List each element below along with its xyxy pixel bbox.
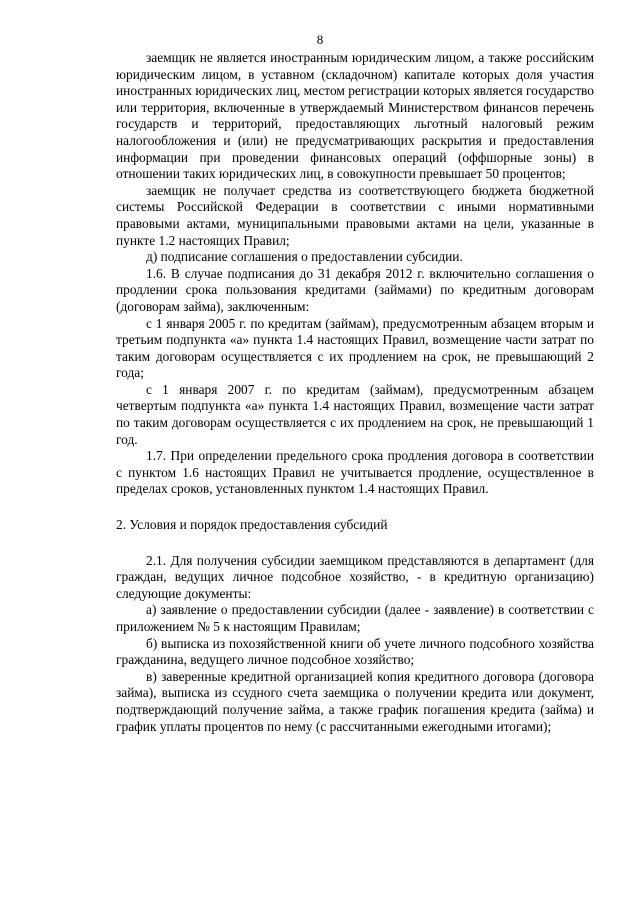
paragraph-no-other-funds: заемщик не получает средства из соответствующего бюджета бюджетной системы Российской Федерации в соответствии с иными нормативными правовыми актами, муниципальными правовыми актами на цели, указанные в пункте 1.2 настоящих Правил; (116, 182, 594, 248)
paragraph-1-7: 1.7. При определении предельного срока продления договора в соответствии с пунктом 1.6 настоящих Правил не учитывается продление, осуществленное в пределах сроков, установленных пунктом 1.4 настоящих Правил. (116, 448, 594, 497)
paragraph-2-1: 2.1. Для получения субсидии заемщиком представляются в департамент (для граждан, ведущих личное подсобное хозяйство, - в кредитную организацию) следующие документы: (116, 552, 594, 601)
paragraph-from-2005: с 1 января 2005 г. по кредитам (займам), предусмотренным абзацем вторым и третьим подпункта «а» пункта 1.4 настоящих Правил, возмещение части затрат по таким договорам осуществляется с их продлением на срок, не превышающий 2 года; (116, 315, 594, 381)
paragraph-application: а) заявление о предоставлении субсидии (далее - заявление) в соответствии с приложением № 5 к настоящим Правилам; (116, 602, 594, 634)
paragraph-sign-agreement: д) подписание соглашения о предоставлении субсидии. (146, 249, 463, 265)
paragraph-foreign-entity: заемщик не является иностранным юридическим лицом, а также российским юридическим лицом, в уставном (складочном) капитале которых доля участия иностранных юридических лиц, местом регистрации которых является государство или территория, включенные в утверждаемый Министерством финансов перечень государств и территорий, предоставляющих льготный налоговый режим налогообложения и (или) не предусматривающих раскрытия и предоставления информации при проведении финансовых операций (оффшорные зоны) в отношении таких юридических лиц, в совокупности превышает 50 процентов; (116, 50, 594, 182)
paragraph-from-2007: с 1 января 2007 г. по кредитам (займам), предусмотренным абзацем четвертым подпункта «а» пункта 1.4 настоящих Правил, возмещение части затрат по таким договорам осуществляется с их продлением на срок, не превышающий 1 год. (116, 381, 594, 447)
paragraph-household-extract: б) выписка из похозяйственной книги об учете личного подсобного хозяйства гражданина, ведущего личное подсобное хозяйство; (116, 635, 594, 668)
document-body (116, 50, 594, 735)
page-number: 8 (316, 32, 324, 47)
section-heading: 2. Условия и порядок предоставления субсидий (116, 517, 388, 533)
paragraph-loan-documents: в) заверенные кредитной организацией копия кредитного договора (договора займа), выписка из ссудного счета заемщика о получении кредита или документ, подтверждающий получение займа, а также график погашения кредита (займа) и график уплаты процентов по нему (с рассчитанными ежегодными итогами); (116, 668, 594, 734)
paragraph-1-6: 1.6. В случае подписания до 31 декабря 2012 г. включительно соглашения о продлении срока пользования кредитами (займами) по кредитным договорам (договорам займа), заключенным: (116, 265, 594, 314)
